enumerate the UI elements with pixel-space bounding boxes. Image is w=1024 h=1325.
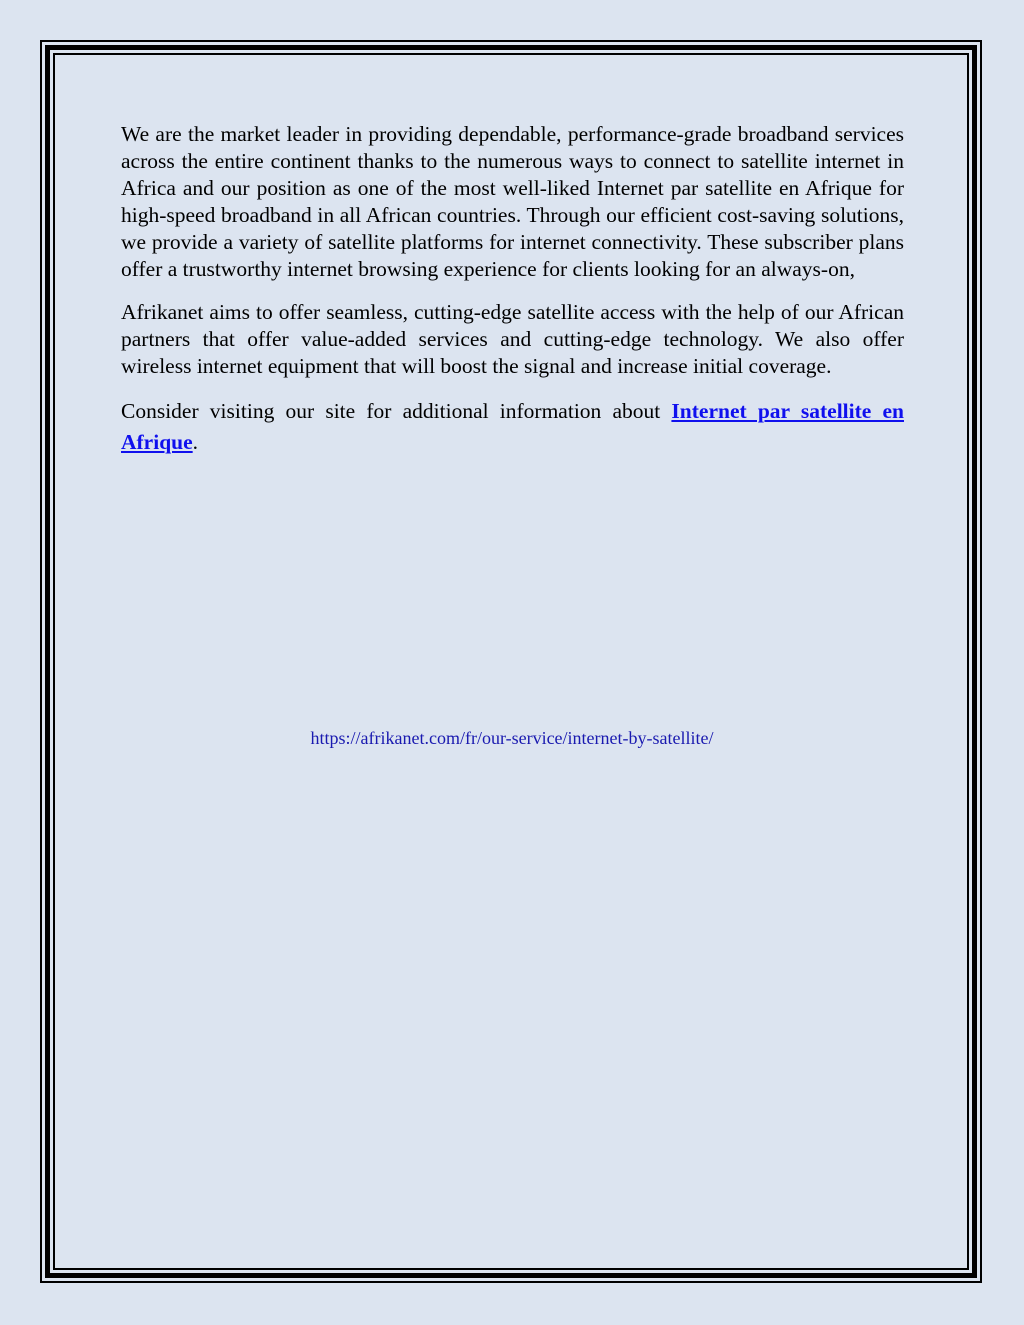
paragraph-closing: [121, 396, 904, 458]
paragraph-afrikanet: Afrikanet aims to offer seamless, cutting-edge satellite access with the help of our African partners that offer value-added services and cutting-edge technology. We also offer wireless internet equipment that will boost the signal and increase initial coverage.: [121, 300, 904, 378]
source-url-link[interactable]: https://afrikanet.com/fr/our-service/internet-by-satellite/: [310, 728, 714, 748]
closing-suffix: .: [192, 430, 199, 454]
closing-prefix: Consider visiting our site for additional information about: [121, 399, 672, 423]
document-body: [121, 121, 904, 474]
internet-par-satellite-link[interactable]: Internet par satellite en Afrique: [121, 399, 904, 454]
paragraph-intro: We are the market leader in providing dependable, performance-grade broadband services across the entire continent thanks to the numerous ways to connect to satellite internet in Africa and our position as one of the most well-liked Internet par satellite en Afrique for high-speed broadband in all African countries. Through our efficient cost-saving solutions, we provide a variety of satellite platforms for internet connectivity. These subscriber plans offer a trustworthy internet browsing experience for clients looking for an always-on,: [121, 122, 904, 281]
